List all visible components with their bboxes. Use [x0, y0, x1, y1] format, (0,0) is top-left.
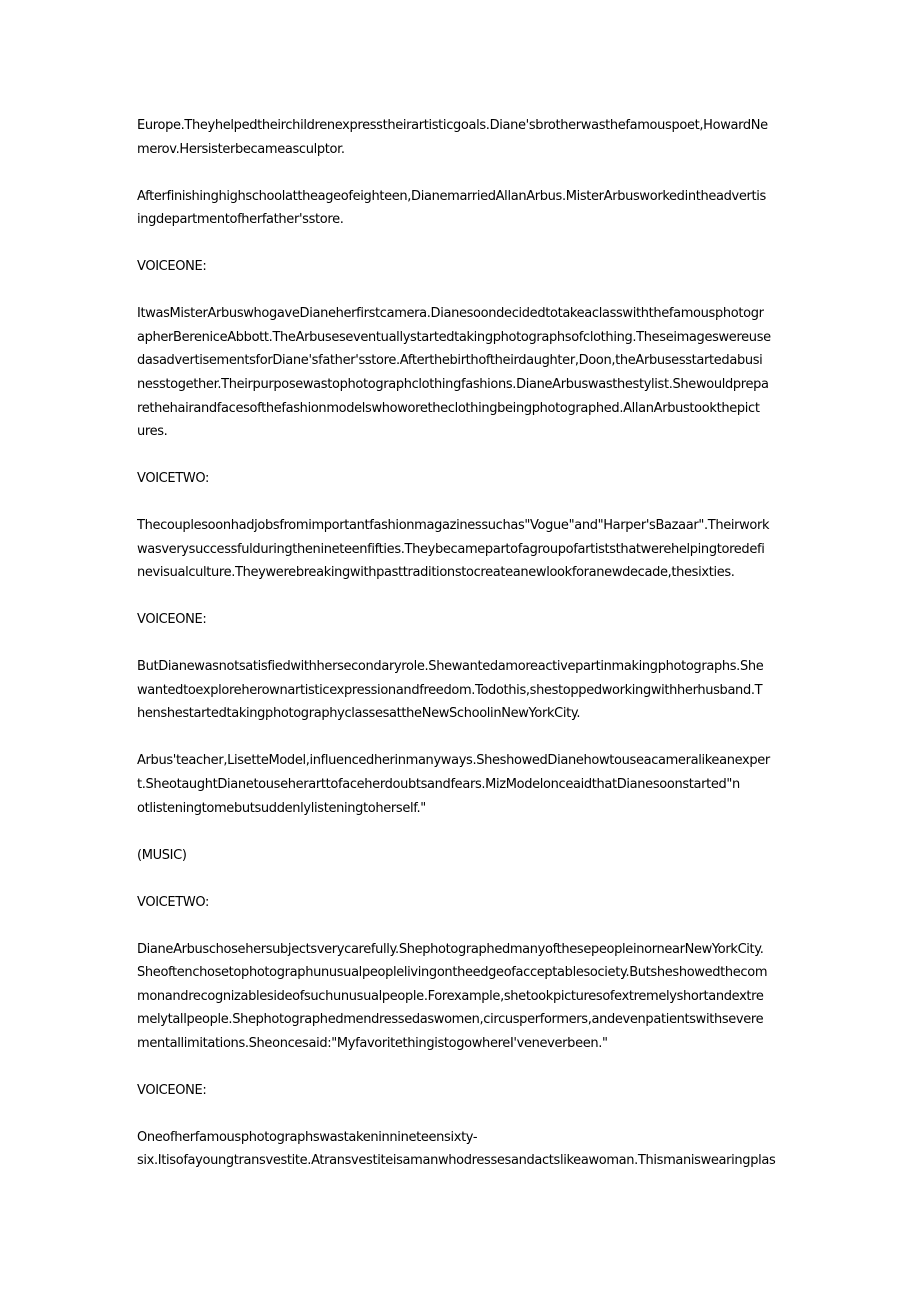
text-line: Europe.Theyhelpedtheirchildrenexpresstheirartisticgoals.Diane'sbrotherwasthefamouspoet,HowardNe — [137, 118, 768, 133]
document-body — [137, 114, 785, 1196]
text-line: nesstogether.Theirpurposewastophotographclothingfashions.DianeArbuswasthestylist.Shewouldprepa — [137, 376, 769, 392]
text-line: otlisteningtomebutsuddenlylisteningtoherself." — [137, 800, 426, 816]
text-line: Arbus'teacher,LisetteModel,influencedherinmanyways.SheshowedDianehowtouseacameralikeanexper — [137, 753, 770, 769]
text-line: wantedtoexploreherownartisticexpressionandfreedom.Todothis,shestoppedworkingwithherhusband.T — [137, 682, 763, 698]
paragraph — [137, 655, 785, 726]
text-line: Thecouplesoonhadjobsfromimportantfashionmagazinessuchas"Vogue"and"Harper'sBazaar".Theirwork — [137, 518, 770, 534]
text-line: six.Itisofayoungtransvestite.Atransvestiteisamanwhodressesandactslikeawoman.Thismaniswearingplas — [137, 1153, 776, 1169]
speaker-label — [137, 608, 785, 632]
text-line: VOICETWO: — [137, 471, 210, 487]
paragraph — [137, 302, 785, 444]
text-line: wasverysuccessfulduringthenineteenfifties.Theybecamepartofagroupofartiststhatwerehelpingtoredefi — [137, 541, 765, 557]
speaker-label — [137, 467, 785, 491]
text-line: ButDianewasnotsatisfiedwithhersecondaryrole.Shewantedamoreactivepartinmakingphotographs.She — [137, 659, 764, 675]
text-line: VOICEONE: — [137, 259, 207, 275]
text-line: monandrecognizablesideofsuchunusualpeople.Forexample,shetookpicturesofextremelyshortandextre — [137, 988, 764, 1004]
text-line: rethehairandfacesofthefashionmodelswhoworetheclothingbeingphotographed.AllanArbustookthepict — [137, 400, 760, 416]
text-line: VOICEONE: — [137, 1082, 207, 1098]
paragraph — [137, 185, 785, 232]
text-line: merov.Hersisterbecameasculptor. — [137, 141, 345, 157]
text-line: apherBereniceAbbott.TheArbuseseventuallystartedtakingphotographsofclothing.Theseimageswereuse — [137, 329, 771, 345]
text-line: nevisualculture.Theywerebreakingwithpasttraditionstocreateanewlookforanewdecade,thesixties. — [137, 565, 735, 581]
speaker-label — [137, 1079, 785, 1103]
text-line: ingdepartmentofherfather'sstore. — [137, 212, 344, 228]
text-line: (MUSIC) — [137, 847, 187, 863]
speaker-label — [137, 891, 785, 915]
text-line: VOICETWO: — [137, 894, 210, 910]
text-line: Sheoftenchosetophotographunusualpeoplelivingontheedgeofacceptablesociety.Butsheshowedthecom — [137, 965, 768, 981]
text-line: melytallpeople.Shephotographedmendressedaswomen,circusperformers,andevenpatientswithsevere — [137, 1012, 764, 1028]
speaker-label — [137, 255, 785, 279]
text-line: ItwasMisterArbuswhogaveDianeherfirstcamera.Dianesoondecidedtotakeaclasswiththefamousphotogr — [137, 306, 764, 322]
paragraph — [137, 749, 785, 820]
text-line: VOICEONE: — [137, 612, 207, 628]
music-cue — [137, 844, 785, 868]
paragraph — [137, 114, 785, 161]
text-line: ures. — [137, 424, 168, 440]
paragraph — [137, 514, 785, 585]
text-line: Afterfinishinghighschoolattheageofeighteen,DianemarriedAllanArbus.MisterArbusworkedintheadvertis — [137, 188, 766, 204]
text-line: DianeArbuschosehersubjectsverycarefully.ShephotographedmanyofthesepeopleinornearNewYorkCity. — [137, 941, 764, 957]
paragraph — [137, 938, 785, 1056]
text-line: mentallimitations.Sheoncesaid:"MyfavoritethingistogowhereI'veneverbeen." — [137, 1035, 608, 1051]
text-line: t.SheotaughtDianetouseherarttofaceherdoubtsandfears.MizModelonceaidthatDianesoonstarted"n — [137, 777, 740, 792]
text-line: dasadvertisementsforDiane'sfather'sstore.Afterthebirthoftheirdaughter,Doon,theArbusesstartedabusi — [137, 353, 763, 369]
text-line: henshestartedtakingphotographyclassesattheNewSchoolinNewYorkCity. — [137, 706, 581, 722]
text-line: Oneofherfamousphotographswastakeninnineteensixty- — [137, 1129, 478, 1145]
paragraph — [137, 1126, 785, 1173]
